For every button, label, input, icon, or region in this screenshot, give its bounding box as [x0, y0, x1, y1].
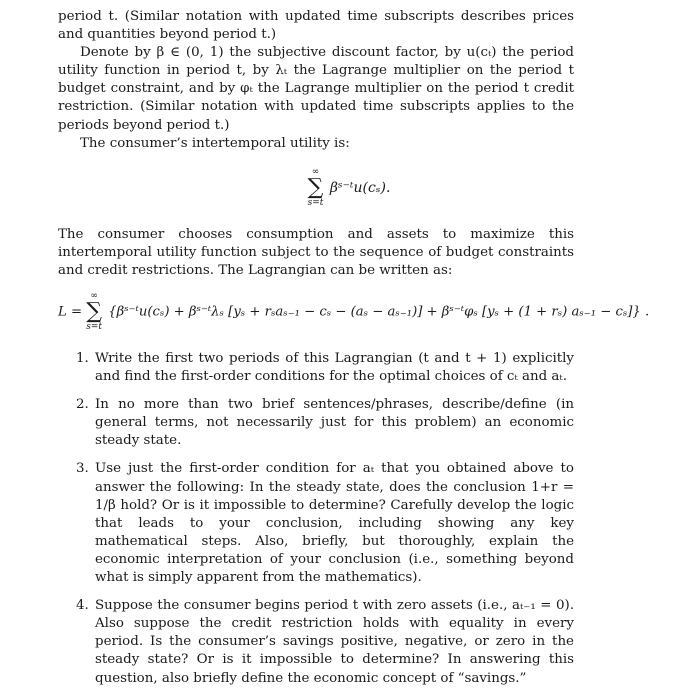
question-number: 2.	[76, 397, 89, 413]
question-text: In no more than two brief sentences/phrases, describe/define (in general terms, not necessarily just for this problem) an economic steady state.	[95, 397, 574, 449]
utility-sum-lower: s=t	[307, 198, 324, 208]
intro-paragraph-2: Denote by β ∈ (0, 1) the subjective discount factor, by u(cₜ) the period utility function in period t, by λₜ the Lagrange multiplier on the period t budget constraint, and by φₜ the Lagrange multiplier on the period t credit restriction. (Similar notation with updated time subscripts applies to the periods beyond period t.)	[58, 45, 574, 133]
intro-paragraph-3: The consumer’s intertemporal utility is:	[80, 135, 350, 151]
question-list	[58, 350, 574, 698]
question-text: Write the first two periods of this Lagrangian (t and t + 1) explicitly and find the first-order conditions for the optimal choices of cₜ and aₜ.	[95, 351, 574, 385]
question-number: 1.	[76, 351, 89, 366]
utility-sum-upper: ∞	[311, 167, 320, 177]
lagrangian-intro-text: The consumer chooses consumption and assets to maximize this intertemporal utility function subject to the sequence of budget constraints and credit restrictions. The Lagrangian can be written as:	[58, 227, 574, 279]
question-text: Suppose the consumer begins period t with zero assets (i.e., aₜ₋₁ = 0). Also suppose the credit restriction holds with equality in every period. Is the consumer’s savings positive, negative, or zero in the steady state? Or is it impossible to determine? In answering this question, also briefly define the economic concept of “savings.”	[95, 598, 574, 686]
lagrangian-lhs: L =	[58, 304, 82, 320]
lagrangian-sum-lower: s=t	[86, 322, 102, 332]
question-item	[58, 597, 574, 687]
intro-block	[58, 8, 574, 153]
question-item	[58, 396, 574, 450]
question-item	[58, 460, 574, 587]
lagrangian-sum-upper: ∞	[90, 291, 98, 301]
utility-equation	[0, 168, 698, 208]
question-item	[58, 350, 574, 386]
lagrangian-body: {βˢ⁻ᵗu(cₛ) + βˢ⁻ᵗλₛ [yₛ + rₛaₛ₋₁ − cₛ − (aₛ − aₛ₋₁)] + βˢ⁻ᵗφₛ [yₛ + (1 + rₛ) aₛ₋₁ − cₛ]} .	[108, 304, 650, 320]
lagrangian-sum-symbol: ∞ ∑ s=t	[86, 291, 102, 332]
question-number: 3.	[76, 461, 89, 477]
question-text: Use just the first-order condition for aₜ that you obtained above to answer the following: In the steady state, does the conclusion 1+r = 1/β hold? Or is it impossible to determine? Carefully develop the logic that leads to your conclusion, including showing any key mathematical steps. Also, briefly, but thoroughly, explain the economic interpretation of your conclusion (i.e., something beyond what is simply apparent from the mathematics).	[95, 461, 574, 586]
lagrangian-intro	[58, 226, 574, 280]
utility-equation-body: βˢ⁻ᵗu(cₛ).	[329, 180, 391, 196]
question-number: 4.	[76, 598, 89, 614]
intro-line-1: period t. (Similar notation with updated time subscripts describes prices and quantities beyond period t.)	[58, 9, 574, 43]
lagrangian-equation	[58, 292, 698, 332]
utility-sum-symbol: ∞ ∑ s=t	[307, 167, 324, 208]
